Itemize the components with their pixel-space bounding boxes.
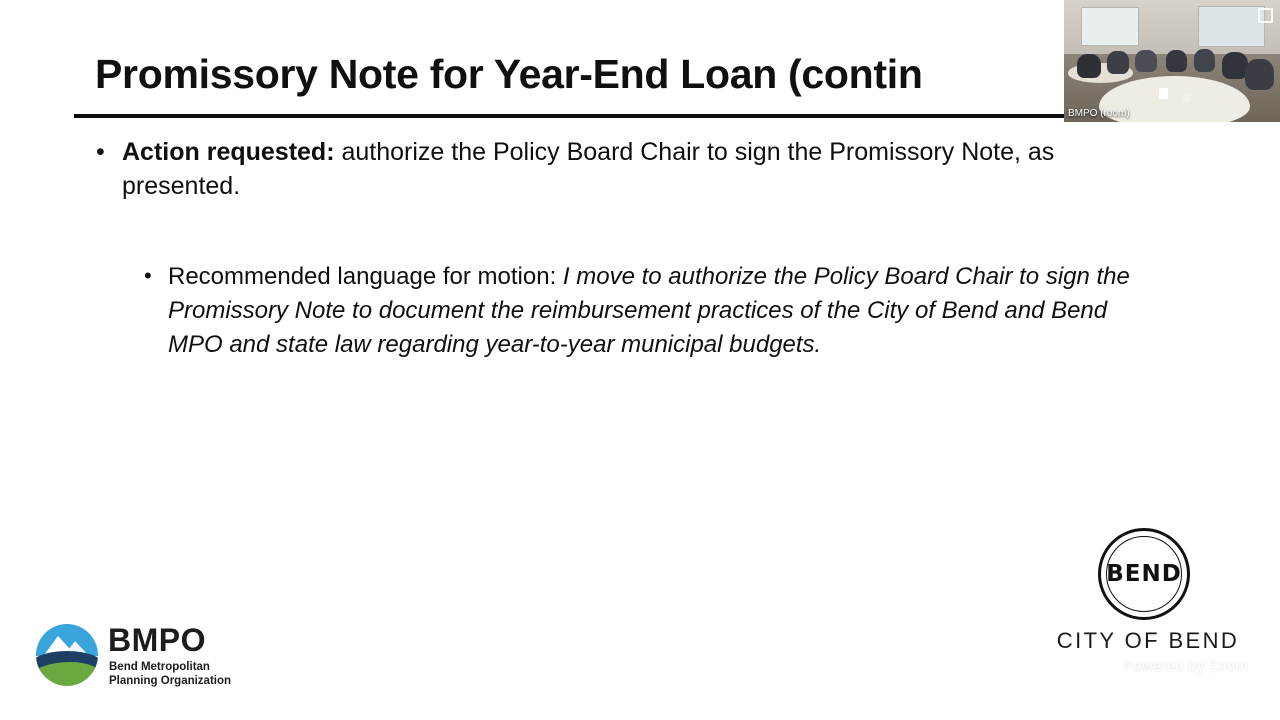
bend-seal-wordmark: BEND	[1106, 561, 1182, 587]
video-person-5	[1194, 49, 1216, 72]
video-person-1	[1077, 54, 1101, 78]
slide-title: Promissory Note for Year-End Loan (contin	[95, 51, 923, 97]
bullet-recommended-motion	[144, 260, 1144, 362]
video-person-7	[1245, 59, 1273, 91]
bullet-recommended-motion-lead: Recommended language for motion:	[168, 263, 563, 290]
video-person-3	[1135, 50, 1157, 72]
city-of-bend-logo	[1048, 528, 1248, 668]
bmpo-wordmark: BMPO	[108, 622, 206, 658]
bullet-action-requested-rest: authorize the Policy Board Chair to sign the Promissory Note, as presented.	[122, 138, 1055, 200]
bullet-recommended-motion-text	[168, 260, 1144, 362]
maximize-icon[interactable]	[1258, 8, 1273, 23]
bend-seal-icon	[1098, 528, 1190, 620]
bullet-action-requested-text	[122, 136, 1156, 204]
zoom-watermark: Powered by Zoom	[1123, 658, 1248, 675]
video-window-left	[1081, 7, 1139, 46]
video-person-4	[1166, 50, 1188, 72]
bullet-recommended-motion-quote: I move to authorize the Policy Board Chair to sign the Promissory Note to document the reimbursement practices of the City of Bend and Bend MPO and state law regarding year-to-year municipal budgets.	[168, 263, 1130, 359]
video-person-6	[1222, 52, 1248, 79]
bmpo-mountain-icon	[36, 624, 98, 686]
video-person-2	[1107, 51, 1129, 74]
zoom-video-tile[interactable]	[1064, 0, 1280, 122]
bmpo-logo	[36, 620, 296, 696]
video-participant-label: BMPO (room)	[1068, 108, 1130, 119]
bmpo-subtitle-line1: Bend Metropolitan	[109, 661, 210, 673]
bmpo-subtitle	[109, 660, 231, 689]
video-cup-1	[1159, 88, 1168, 99]
bmpo-green-band-shape	[36, 662, 98, 686]
bmpo-subtitle-line2: Planning Organization	[109, 675, 232, 688]
bullet-action-requested	[96, 136, 1156, 204]
city-of-bend-caption: CITY OF BEND	[1056, 628, 1240, 653]
video-cup-2	[1183, 93, 1192, 103]
sub-bullet-marker-icon: •	[144, 263, 152, 288]
bullet-action-requested-lead: Action requested:	[122, 138, 335, 166]
video-window-right	[1198, 6, 1265, 47]
bullet-marker-icon: •	[96, 138, 105, 166]
